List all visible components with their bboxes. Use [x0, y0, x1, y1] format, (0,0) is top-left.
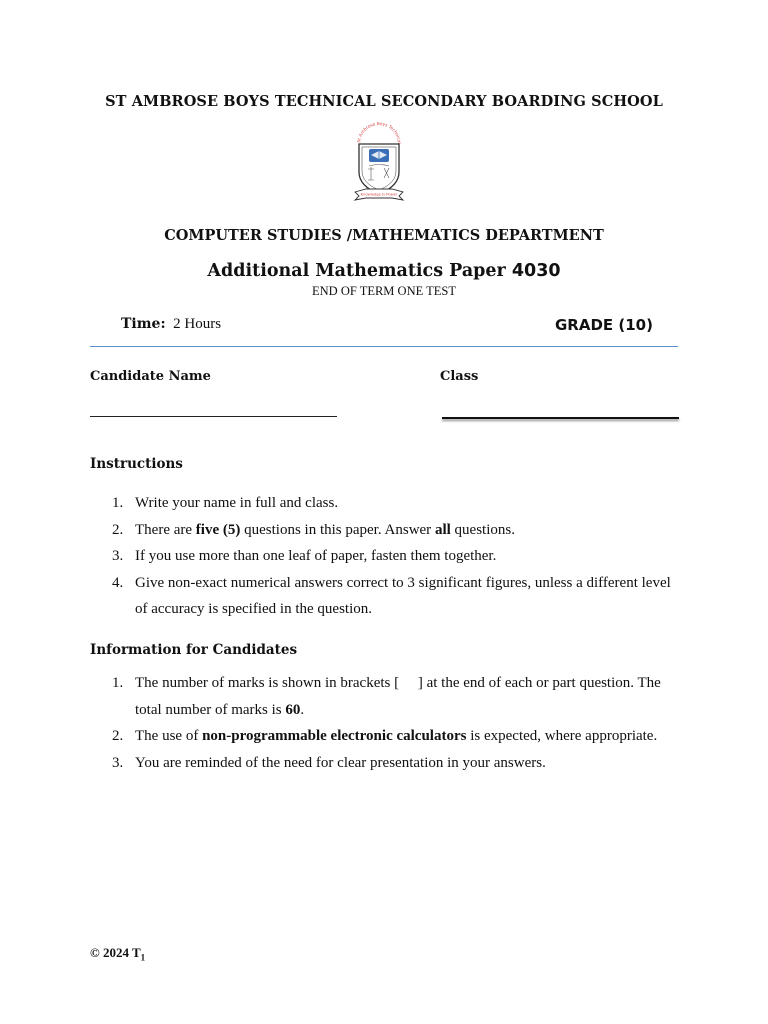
list-item-number: 4. — [112, 574, 124, 591]
list-item — [90, 517, 682, 544]
list-item-text: The number of marks is shown in brackets [ ] at the end of each or part question. The total number of marks is — [135, 675, 665, 718]
list-item — [90, 670, 682, 723]
class-label: Class — [440, 369, 479, 384]
candidate-name-label: Candidate Name — [90, 369, 211, 384]
paper-title — [0, 261, 768, 281]
list-item-text: . — [300, 701, 305, 718]
list-item — [90, 570, 682, 623]
crest-arc-text: St Ambrose Boys Technical — [357, 122, 402, 144]
list-item-emphasis: all — [434, 521, 451, 538]
time-allowed — [121, 316, 221, 333]
list-item-number: 2. — [112, 728, 124, 744]
list-item-text: If you use more than one leaf of paper, fasten them together. — [135, 548, 497, 564]
list-item-text: Give non-exact numerical answers correct to 3 significant figures, unless a different level of accuracy is specified in the question. — [135, 574, 675, 617]
list-item-text: The use of — [135, 728, 203, 744]
paper-title-main: Additional Mathematics Paper — [207, 261, 512, 281]
instructions-list — [90, 490, 682, 623]
list-item-text: You are reminded of the need for clear presentation in your answers. — [135, 754, 546, 771]
list-item — [90, 543, 682, 570]
list-item-number: 1. — [112, 675, 124, 691]
list-item-number: 1. — [112, 495, 124, 511]
list-item-text: Write your name in full and class. — [135, 495, 339, 511]
information-list — [90, 670, 682, 776]
list-item-number: 3. — [112, 548, 124, 564]
time-value: 2 Hours — [173, 316, 222, 332]
list-item-emphasis: non-programmable electronic calculators — [202, 728, 467, 744]
list-item — [90, 723, 682, 750]
test-subtitle: END OF TERM ONE TEST — [312, 284, 456, 298]
copyright-text: © 2024 T — [90, 945, 141, 960]
list-item-text: is expected, where appropriate. — [466, 728, 658, 744]
paper-number: 4030 — [511, 261, 561, 281]
grade-label: GRADE (10) — [555, 316, 653, 334]
list-item — [90, 490, 682, 517]
header-divider — [90, 346, 678, 347]
list-item-emphasis: five (5) — [195, 521, 241, 538]
list-item-number: 3. — [112, 754, 124, 771]
list-item-text: questions. — [450, 521, 515, 538]
list-item-number: 2. — [112, 521, 124, 538]
list-item-text: There are — [135, 521, 196, 538]
instructions-heading: Instructions — [90, 456, 183, 472]
term-subscript: 1 — [140, 952, 146, 963]
time-label: Time: — [121, 316, 166, 332]
list-item-emphasis: 60 — [285, 701, 301, 718]
copyright-footer — [90, 945, 145, 963]
class-field[interactable] — [442, 417, 679, 419]
school-crest-logo — [352, 122, 406, 204]
information-heading: Information for Candidates — [90, 642, 298, 658]
crest-motto: Knowledge Is Power — [360, 192, 398, 197]
school-name: ST AMBROSE BOYS TECHNICAL SECONDARY BOARDING SCHOOL — [105, 93, 663, 110]
list-item-text: questions in this paper. Answer — [240, 521, 435, 538]
candidate-name-field[interactable] — [90, 416, 337, 417]
list-item — [90, 750, 682, 777]
department-title: COMPUTER STUDIES /MATHEMATICS DEPARTMENT — [164, 227, 604, 244]
